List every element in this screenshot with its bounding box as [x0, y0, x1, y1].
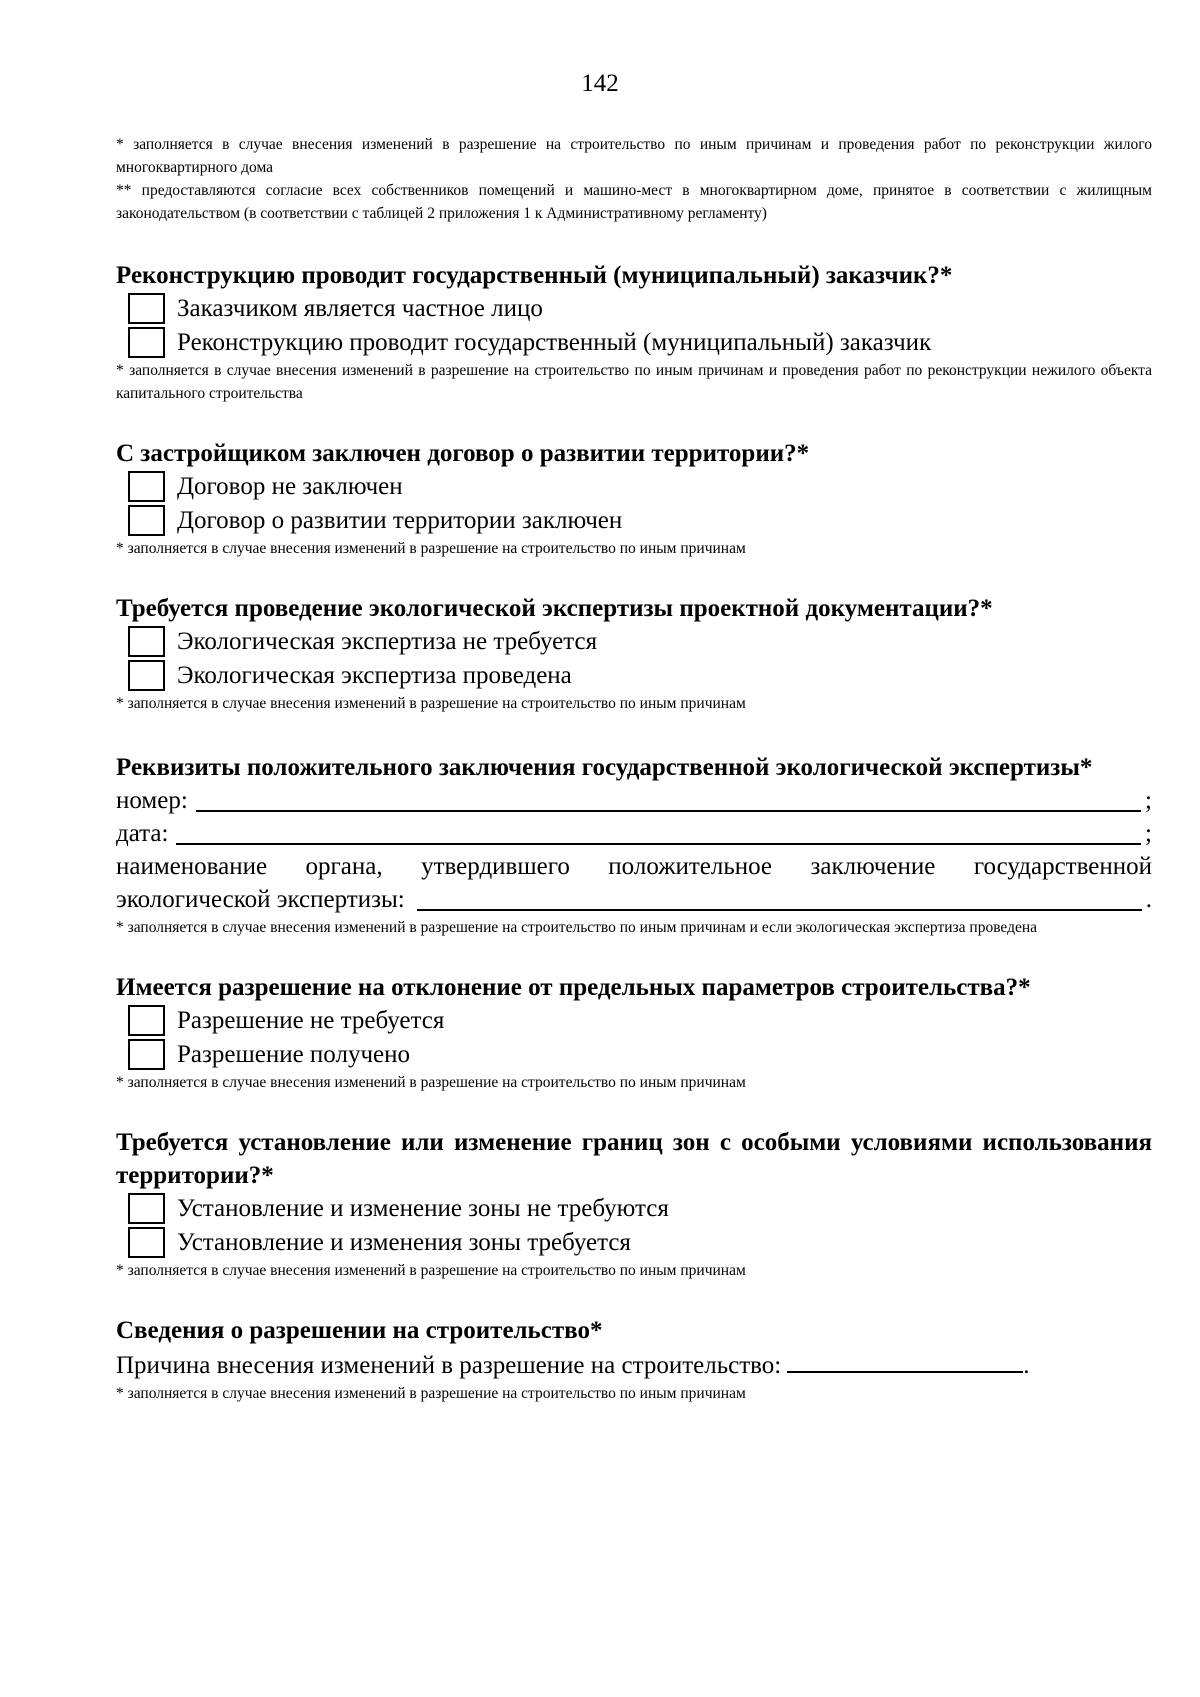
option-label: Разрешение не требуется: [177, 1007, 445, 1035]
territory-option-concluded[interactable]: [116, 504, 1152, 538]
eco-number-field: [116, 784, 1152, 817]
territory-note: * заполняется в случае внесения изменений в разрешение на строительство по иным причинам: [116, 540, 746, 557]
reason-input[interactable]: [787, 1347, 1023, 1373]
eco-section: [116, 592, 1152, 715]
reconstruction-question: Реконструкцию проводит государственный (муниципальный) заказчик?*: [116, 262, 953, 289]
zones-question: Требуется установление или изменение границ зон с особыми условиями использования территории?*: [116, 1129, 1152, 1189]
checkbox[interactable]: [128, 505, 165, 536]
reason-label: Причина внесения изменений в разрешение на строительство:: [116, 1352, 782, 1379]
permit-reason-field: [116, 1347, 1152, 1382]
form-page: [116, 133, 1152, 1405]
option-label: Установление и изменения зоны требуется: [177, 1228, 631, 1256]
option-label: Реконструкцию проводит государственный (муниципальный) заказчик: [177, 328, 932, 356]
reconstruction-options: [116, 292, 1152, 359]
checkbox[interactable]: [128, 1005, 165, 1036]
eco-details-section: [116, 751, 1152, 939]
territory-question: С застройщиком заключен договор о развитии территории?*: [116, 440, 810, 467]
semicolon: ;: [1145, 820, 1152, 847]
deviation-option-not-required[interactable]: [116, 1004, 1152, 1038]
checkbox[interactable]: [128, 1039, 165, 1070]
option-label: Экологическая экспертиза проведена: [177, 661, 572, 689]
option-label: Договор о развитии территории заключен: [177, 506, 623, 534]
checkbox[interactable]: [128, 293, 165, 324]
zones-note: * заполняется в случае внесения изменений в разрешение на строительство по иным причинам: [116, 1262, 746, 1279]
reconstruction-note: * заполняется в случае внесения изменений в разрешение на строительство по иным причинам и проведения работ по реконструкции нежилого объекта капитального строительства: [116, 362, 1152, 402]
option-label: Разрешение получено: [177, 1040, 410, 1068]
zones-section: [116, 1126, 1152, 1282]
eco-authority-field: [116, 883, 1152, 916]
zones-options: [116, 1192, 1152, 1259]
deviation-section: [116, 971, 1152, 1094]
deviation-note: * заполняется в случае внесения изменений в разрешение на строительство по иным причинам: [116, 1074, 746, 1091]
permit-note: * заполняется в случае внесения изменений в разрешение на строительство по иным причинам: [116, 1385, 746, 1402]
checkbox[interactable]: [128, 626, 165, 657]
date-label: дата:: [116, 820, 169, 847]
authority-label-line2: экологической экспертизы:: [116, 886, 405, 913]
reconstruction-option-state[interactable]: [116, 326, 1152, 360]
authority-input[interactable]: [417, 885, 1142, 911]
deviation-option-obtained[interactable]: [116, 1038, 1152, 1072]
checkbox[interactable]: [128, 471, 165, 502]
checkbox[interactable]: [128, 1193, 165, 1224]
deviation-question: Имеется разрешение на отклонение от предельных параметров строительства?*: [116, 974, 1031, 1001]
territory-option-not-concluded[interactable]: [116, 470, 1152, 504]
intro-note-2: ** предоставляются согласие всех собственников помещений и машино-мест в многоквартирном доме, принятое в соответствии с жилищным законодательством (в соответствии с таблицей 2 приложения 1 к Административному регламенту): [116, 182, 1152, 222]
semicolon: ;: [1145, 787, 1152, 814]
period: .: [1145, 886, 1152, 913]
option-label: Заказчиком является частное лицо: [177, 295, 543, 323]
eco-option-done[interactable]: [116, 659, 1152, 693]
option-label: Договор не заключен: [177, 473, 403, 501]
date-input[interactable]: [176, 819, 1141, 845]
eco-details-note: * заполняется в случае внесения изменений в разрешение на строительство по иным причинам и если экологическая экспертиза проведена: [116, 919, 1038, 936]
intro-note-1: * заполняется в случае внесения изменений в разрешение на строительство по иным причинам и проведения работ по реконструкции жилого многоквартирного дома: [116, 136, 1152, 176]
checkbox[interactable]: [128, 327, 165, 358]
eco-option-not-required[interactable]: [116, 625, 1152, 659]
checkbox[interactable]: [128, 660, 165, 691]
permit-title: Сведения о разрешении на строительство*: [116, 1317, 603, 1344]
authority-label-line1: наименование органа, утвердившего положительное заключение государственной: [116, 853, 1152, 880]
option-label: Установление и изменение зоны не требуются: [177, 1195, 669, 1223]
number-input[interactable]: [196, 786, 1141, 812]
page-number: 142: [581, 70, 619, 97]
option-label: Экологическая экспертиза не требуется: [177, 628, 598, 656]
territory-options: [116, 470, 1152, 537]
deviation-options: [116, 1004, 1152, 1071]
eco-note: * заполняется в случае внесения изменений в разрешение на строительство по иным причинам: [116, 695, 746, 712]
eco-options: [116, 625, 1152, 692]
eco-details-title: Реквизиты положительного заключения государственной экологической экспертизы*: [116, 754, 1093, 781]
zones-option-not-required[interactable]: [116, 1192, 1152, 1226]
territory-section: [116, 437, 1152, 560]
reconstruction-section: [116, 259, 1152, 405]
period: .: [1023, 1352, 1030, 1379]
reconstruction-option-private[interactable]: [116, 292, 1152, 326]
zones-option-required[interactable]: [116, 1226, 1152, 1260]
checkbox[interactable]: [128, 1227, 165, 1258]
number-label: номер:: [116, 787, 188, 814]
eco-date-field: [116, 817, 1152, 850]
permit-section: [116, 1314, 1152, 1405]
eco-question: Требуется проведение экологической экспертизы проектной документации?*: [116, 595, 993, 622]
